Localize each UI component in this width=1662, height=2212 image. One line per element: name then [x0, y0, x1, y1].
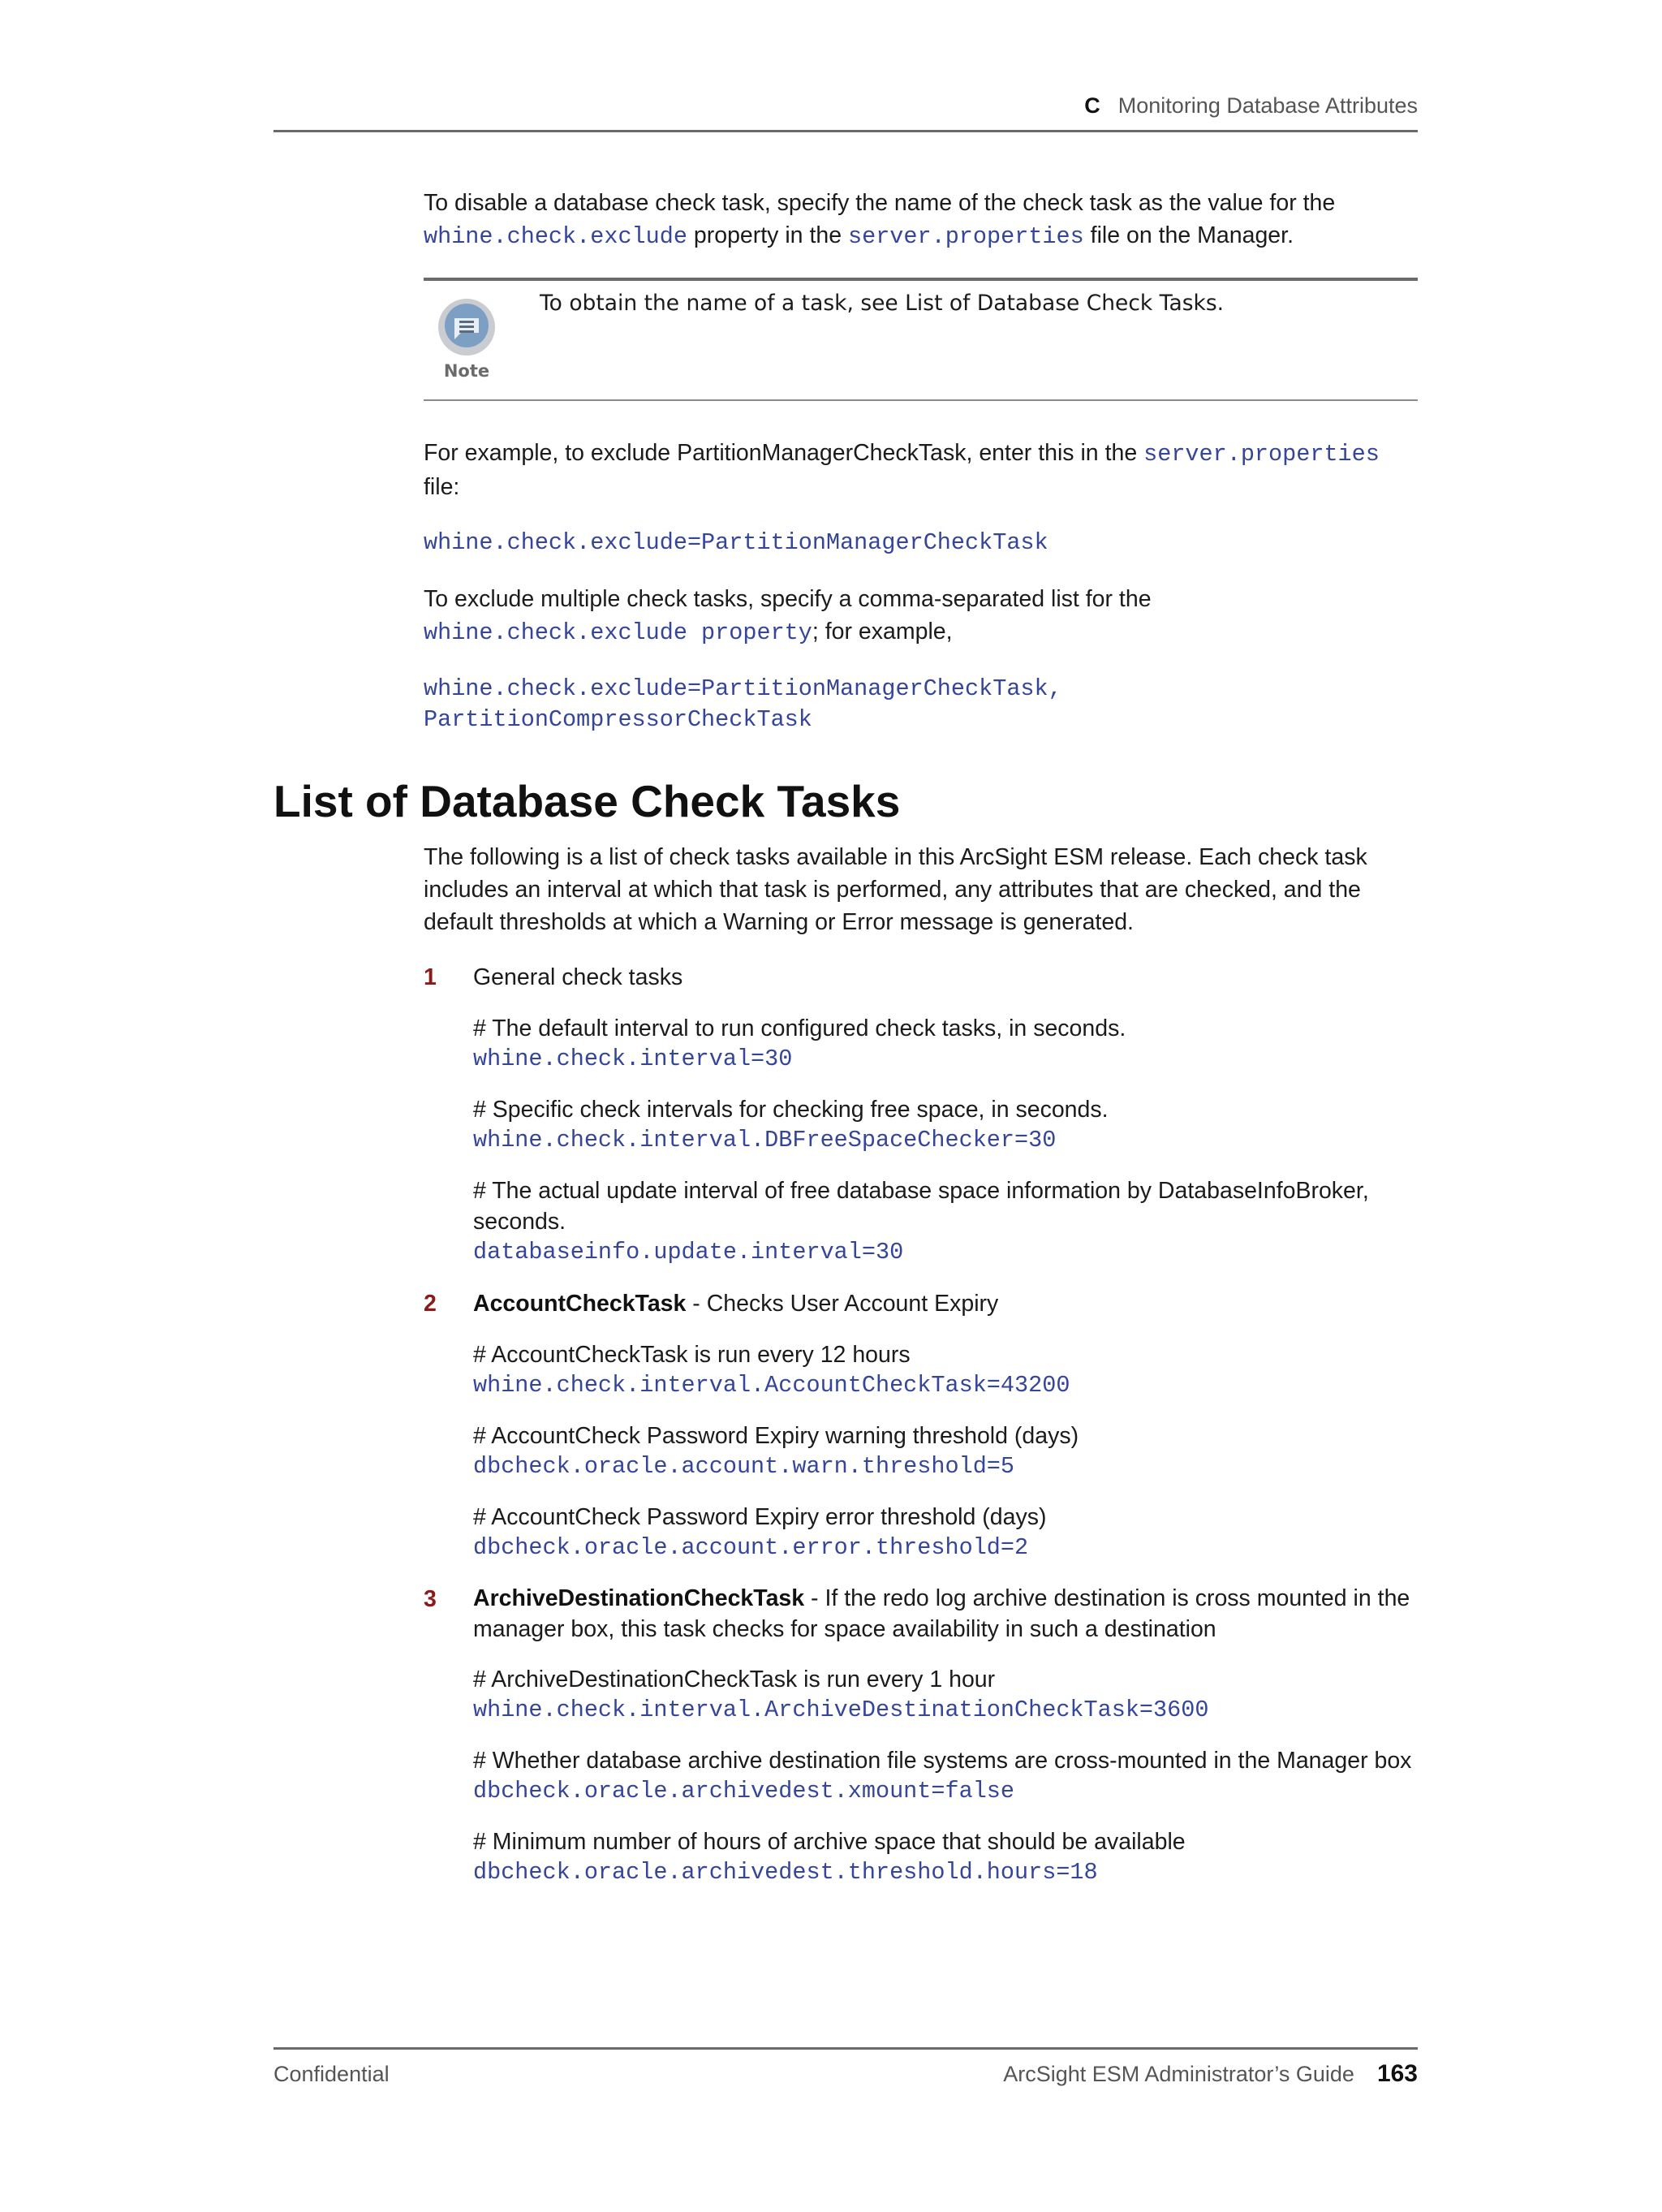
page-footer [273, 2047, 1418, 2090]
config-entry [473, 1664, 1418, 1726]
code-line: PartitionCompressorCheckTask [424, 706, 812, 733]
text: To exclude multiple check tasks, specify a comma-separated list for the [424, 586, 1152, 612]
svg-text:Note: Note [443, 361, 490, 381]
item-desc: General check tasks [473, 964, 683, 990]
config-code: whine.check.interval=30 [473, 1046, 793, 1072]
config-entry [473, 1826, 1418, 1888]
task-name: AccountCheckTask [473, 1291, 687, 1317]
item-desc: - If the redo log archive destination is cross mounted in the manager box, this task checks for space availability in such a destination [473, 1585, 1410, 1642]
list-item [424, 1583, 1418, 1888]
code-example: whine.check.exclude=PartitionManagerCheckTask [424, 529, 1048, 556]
item-title [473, 1287, 1418, 1320]
config-code: databaseinfo.update.interval=30 [473, 1239, 904, 1266]
inline-code: server.properties [847, 223, 1084, 250]
example-paragraph [424, 437, 1418, 503]
multiple-paragraph [424, 583, 1418, 649]
note-text: To obtain the name of a task, see List of Database Check Tasks. [540, 291, 1225, 316]
config-entry [473, 1013, 1418, 1075]
item-title [473, 1583, 1418, 1645]
text: ; for example, [812, 619, 953, 645]
config-comment: # The default interval to run configured check tasks, in seconds. [473, 1015, 1126, 1041]
config-code: dbcheck.oracle.account.warn.threshold=5 [473, 1453, 1015, 1480]
config-comment: # Minimum number of hours of archive space that should be available [473, 1829, 1186, 1855]
item-desc: - Checks User Account Expiry [686, 1291, 999, 1317]
config-code: whine.check.interval.DBFreeSpaceChecker=30 [473, 1127, 1057, 1153]
running-header [1084, 89, 1418, 122]
config-code: dbcheck.oracle.archivedest.xmount=false [473, 1778, 1015, 1805]
code-example-multi [424, 674, 1418, 735]
chapter-title: Monitoring Database Attributes [1117, 93, 1418, 118]
chapter-letter: C [1084, 93, 1100, 118]
config-code: dbcheck.oracle.account.error.threshold=2 [473, 1534, 1029, 1561]
inline-code: whine.check.exclude property [424, 619, 812, 646]
config-entry [473, 1094, 1418, 1156]
list-item [424, 1287, 1418, 1563]
inline-code: whine.check.exclude [424, 223, 687, 250]
config-comment: # ArchiveDestinationCheckTask is run every 1 hour [473, 1667, 996, 1692]
text: To disable a database check task, specify the name of the check task as the value for the [424, 190, 1336, 216]
text: file: [424, 474, 460, 500]
page-number: 163 [1376, 2060, 1418, 2087]
config-comment: # Whether database archive destination file systems are cross-mounted in the Manager box [473, 1748, 1412, 1774]
section-heading: List of Database Check Tasks [273, 776, 901, 826]
config-comment: # AccountCheckTask is run every 12 hours [473, 1342, 911, 1368]
code-line: whine.check.exclude=PartitionManagerCheckTask, [424, 675, 1062, 702]
intro-section [424, 187, 1418, 760]
text: property in the [687, 222, 848, 248]
config-comment: # AccountCheck Password Expiry error threshold (days) [473, 1504, 1047, 1530]
item-number: 1 [424, 964, 437, 990]
check-task-section [424, 841, 1418, 1908]
config-entry [473, 1421, 1418, 1482]
config-entry [473, 1502, 1418, 1563]
confidential-label: Confidential [273, 2062, 390, 2086]
config-code: dbcheck.oracle.archivedest.threshold.hours=18 [473, 1859, 1098, 1886]
item-number: 3 [424, 1586, 437, 1612]
disable-paragraph [424, 187, 1418, 253]
note-box [424, 278, 1418, 401]
section-intro: The following is a list of check tasks available in this ArcSight ESM release. Each check task includes an interval at which that task is performed, any attributes that are checked, and the default thresholds at which a Warning or Error message is generated. [424, 844, 1367, 935]
config-code: whine.check.interval.AccountCheckTask=43200 [473, 1372, 1070, 1399]
note-icon [437, 297, 497, 385]
footer-right [1003, 2058, 1418, 2090]
guide-title: ArcSight ESM Administrator’s Guide [1003, 2062, 1354, 2086]
task-name: ArchiveDestinationCheckTask [473, 1585, 805, 1611]
text: For example, to exclude PartitionManagerCheckTask, enter this in the [424, 440, 1144, 466]
item-title [473, 961, 1418, 994]
config-comment: # The actual update interval of free database space information by DatabaseInfoBroker, seconds. [473, 1178, 1369, 1235]
config-entry [473, 1745, 1418, 1807]
config-code: whine.check.interval.ArchiveDestinationCheckTask=3600 [473, 1697, 1209, 1723]
config-comment: # AccountCheck Password Expiry warning threshold (days) [473, 1423, 1079, 1449]
page-header [273, 84, 1418, 132]
config-entry [473, 1175, 1418, 1268]
list-item [424, 961, 1418, 1268]
text: file on the Manager. [1083, 222, 1294, 248]
config-comment: # Specific check intervals for checking free space, in seconds. [473, 1097, 1109, 1123]
config-entry [473, 1339, 1418, 1401]
item-number: 2 [424, 1291, 437, 1317]
inline-code: server.properties [1143, 441, 1380, 468]
